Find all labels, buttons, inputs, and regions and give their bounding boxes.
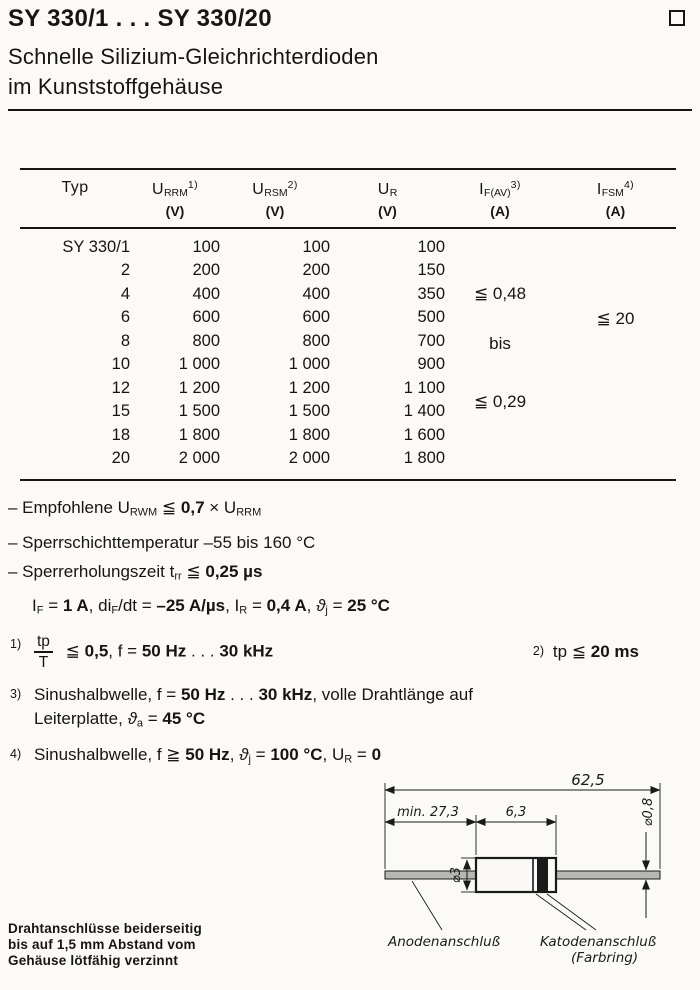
dim-lead-min-label: min. 27,3 xyxy=(397,805,459,820)
cell-ur: 350 xyxy=(417,284,445,303)
cell-urrm: 2 000 xyxy=(178,449,220,467)
col-header-typ: Typ xyxy=(20,169,130,228)
footnote-4-marker: 4) xyxy=(10,747,22,762)
diode-component xyxy=(385,858,660,892)
dim-body-diameter-label: ⌀3 xyxy=(449,866,464,884)
subtitle-rule xyxy=(8,109,692,111)
footnote-2-marker: 2) xyxy=(532,643,545,658)
solder-note-line-2: bis auf 1,5 mm Abstand vom xyxy=(8,937,196,952)
dimension-lines xyxy=(385,783,660,918)
cell-typ: 18 xyxy=(111,425,130,444)
note-reverse-recovery: – Sperrerholungszeit $t_{rr}$ ≦ 0,25 µs xyxy=(8,561,263,582)
footnote-1-text: ≦ 0,5, f = 50 Hz . . . 30 kHz xyxy=(65,641,274,661)
cell-urrm: 200 xyxy=(192,261,220,279)
cathode-label: Katodenanschluß xyxy=(540,934,657,950)
ifsm-column-value xyxy=(555,228,676,480)
cell-typ: 4 xyxy=(120,284,130,303)
cell-urrm: 100 xyxy=(192,237,220,256)
cathode-farbring-label: (Farbring) xyxy=(571,950,639,966)
package-drawing xyxy=(290,770,685,975)
anode-label: Anodenanschluß xyxy=(388,934,501,950)
cell-ursm: 200 xyxy=(302,261,330,279)
ratings-table xyxy=(20,168,676,481)
cell-typ: SY 330/1 xyxy=(62,237,130,256)
footnote-3-line-2: Leiterplatte, $ϑ_a = 45$ °C xyxy=(34,708,206,730)
cell-ur: 700 xyxy=(417,331,445,350)
package-drawing-container xyxy=(290,770,685,980)
footnote-row-1-2 xyxy=(8,633,694,671)
solder-note-line-3: Gehäuse lötfähig verzinnt xyxy=(8,953,179,968)
table-header-row xyxy=(20,169,676,228)
cell-urrm: 1 200 xyxy=(178,378,220,397)
col-header-urrm: $U_{RRM}^{1)}$ (V) xyxy=(130,169,220,228)
ifav-bis-label: bis xyxy=(489,334,511,353)
cell-ursm: 1 800 xyxy=(288,425,330,444)
footnote-4 xyxy=(8,743,694,772)
cell-ur: 500 xyxy=(417,308,445,326)
notes-section xyxy=(8,496,694,772)
cell-ur: 900 xyxy=(417,355,445,373)
page-subtitle xyxy=(8,42,379,102)
cell-urrm: 1 800 xyxy=(178,425,220,444)
footnote-3-line-1: Sinushalbwelle, f = 50 Hz . . . 30 kHz, volle Drahtlänge auf xyxy=(34,684,473,704)
cell-urrm: 400 xyxy=(192,284,220,303)
cell-typ: 10 xyxy=(111,355,130,373)
table-row xyxy=(20,228,676,259)
footnote-2 xyxy=(531,640,639,664)
dim-wire-diameter-label: ⌀0,8 xyxy=(641,797,656,827)
footnote-3-marker: 3) xyxy=(10,686,22,701)
ifsm-value: ≦ 20 xyxy=(596,309,635,328)
fraction-numerator: tp xyxy=(34,633,53,653)
cell-ursm: 1 200 xyxy=(288,378,330,397)
subtitle-line-2: im Kunststoffgehäuse xyxy=(8,74,224,99)
note-junction-temperature: – Sperrschichttemperatur –55 bis 160 °C xyxy=(8,532,316,552)
cell-typ: 8 xyxy=(120,331,130,350)
dim-body-length-label: 6,3 xyxy=(505,805,527,820)
ifav-column-values xyxy=(445,228,555,480)
cell-typ: 20 xyxy=(111,449,130,467)
cell-typ: 2 xyxy=(120,261,130,279)
cell-ursm: 800 xyxy=(302,331,330,350)
footnote-1-marker: 1) xyxy=(10,636,22,651)
col-header-ifav: $I_{F(AV)}^{3)}$ (A) xyxy=(445,169,555,228)
cell-typ: 6 xyxy=(120,308,130,326)
col-header-ifsm: $I_{FSM}^{4)}$ (A) xyxy=(555,169,676,228)
solder-note xyxy=(8,921,202,969)
ifav-lower-value: ≦ 0,29 xyxy=(473,391,527,411)
footnote-3 xyxy=(8,683,694,736)
solder-note-line-1: Drahtanschlüsse beiderseitig xyxy=(8,921,202,936)
fraction-denominator: T xyxy=(38,653,49,671)
cathode-lead xyxy=(556,871,660,879)
footnote-4-text: Sinushalbwelle, f ≧ 50 Hz, $ϑ_j = 100$ °C, $U_R = 0$ xyxy=(34,745,382,766)
cell-ur: 1 100 xyxy=(403,378,445,397)
cell-urrm: 600 xyxy=(192,308,220,326)
corner-checkbox-square xyxy=(669,10,685,26)
footnote-1 xyxy=(8,633,273,671)
cell-ursm: 1 500 xyxy=(288,402,330,420)
note-urwm: – Empfohlene $U_{RWM}$ ≦ $0,7 \times U_{RRM}$ xyxy=(8,498,262,519)
col-header-ur: $U_R$ (V) xyxy=(330,169,445,228)
ifav-upper-value: ≦ 0,48 xyxy=(473,284,527,303)
cell-ursm: 2 000 xyxy=(288,449,330,467)
subtitle-line-1: Schnelle Silizium-Gleichrichterdioden xyxy=(8,44,379,69)
cell-ursm: 100 xyxy=(302,237,330,256)
page-title: SY 330/1 . . . SY 330/20 xyxy=(8,5,272,32)
cell-ur: 150 xyxy=(417,261,445,279)
cell-ur: 1 600 xyxy=(403,425,445,444)
cell-urrm: 1 000 xyxy=(178,355,220,373)
note-recovery-conditions: $I_F = 1$ A, $di_F/dt = -25$ A/µs, $I_R = 0,4$ A, $ϑ_j = 25$ °C xyxy=(32,596,390,617)
footnote-2-text: tp ≦ 20 ms xyxy=(552,641,639,661)
cell-ur: 100 xyxy=(417,237,445,256)
fraction-tp-over-T xyxy=(34,633,53,671)
cell-ur: 1 400 xyxy=(403,402,445,420)
cell-ursm: 600 xyxy=(302,308,330,326)
cell-urrm: 1 500 xyxy=(178,402,220,420)
dim-overall-label: 62,5 xyxy=(571,771,605,789)
cell-ur: 1 800 xyxy=(403,449,445,467)
cell-typ: 15 xyxy=(111,402,130,420)
cell-ursm: 400 xyxy=(302,284,330,303)
cell-urrm: 800 xyxy=(192,331,220,350)
cathode-band xyxy=(537,858,548,892)
col-header-ursm: $U_{RSM}^{2)}$ (V) xyxy=(220,169,330,228)
cell-ursm: 1 000 xyxy=(288,355,330,373)
cell-typ: 12 xyxy=(111,378,130,397)
